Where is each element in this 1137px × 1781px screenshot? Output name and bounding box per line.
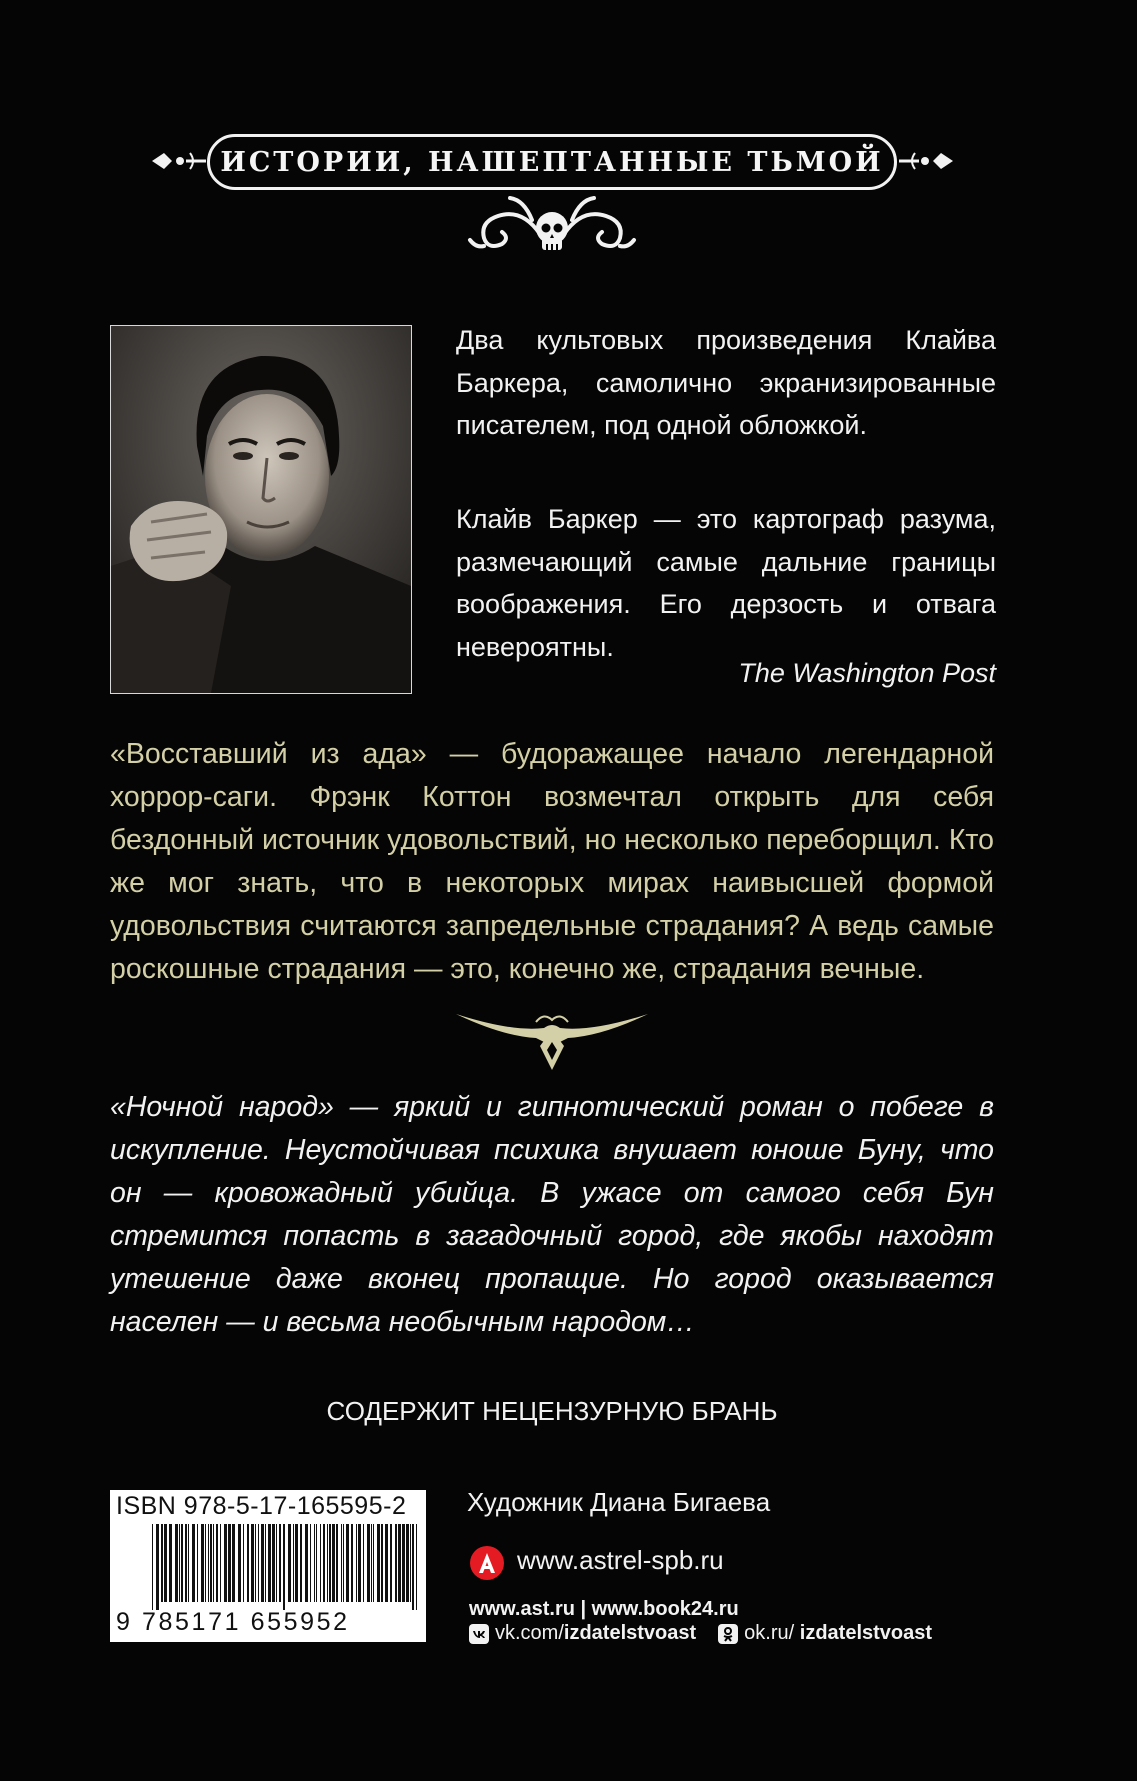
barcode-bar — [201, 1524, 204, 1602]
barcode-bar — [402, 1524, 405, 1602]
barcode-bar — [351, 1524, 353, 1602]
artist-credit: Художник Диана Бигаева — [467, 1487, 771, 1517]
barcode-bar — [341, 1524, 342, 1602]
nightbreed-description: «Ночной народ» — яркий и гипнотический роман о побеге в искупление. Неустойчивая психика внушает юноше Буну, что он — кровожадный убийца. В ужасе от самого себя Бун стремится попасть в загадочный город, где якобы находят утешение даже вконец пропащие. Но город оказывается населен — и весьма необычным народом… — [110, 1091, 994, 1338]
social-links — [469, 1622, 932, 1645]
barcode-bar — [288, 1524, 291, 1602]
barcode-bar — [346, 1524, 349, 1602]
ok-link-prefix: ok.ru/ — [744, 1622, 795, 1644]
intro-paragraph: Два культовых произведения Клайва Баркера, самолично экранизированные писателем, под одной обложкой. — [456, 325, 996, 440]
ast-book24-links[interactable]: www.ast.ru | www.book24.ru — [469, 1598, 739, 1620]
barcode-bar — [210, 1524, 212, 1602]
barcode-bar — [320, 1524, 321, 1602]
barcode-bar — [164, 1524, 167, 1602]
barcode-digits: 9 785171 655952 — [116, 1608, 350, 1636]
barcode-bar — [197, 1524, 198, 1602]
barcode-bar — [276, 1524, 277, 1602]
skull-ornament-icon — [462, 188, 642, 256]
barcode-bar — [373, 1524, 374, 1602]
barcode-bar — [377, 1524, 380, 1602]
barcode-bar — [385, 1524, 388, 1602]
author-portrait-image — [111, 326, 411, 693]
barcode-bar — [261, 1524, 264, 1602]
content-warning-label: СОДЕРЖИТ НЕЦЕНЗУРНУЮ БРАНЬ — [326, 1396, 778, 1426]
barcode-bar — [238, 1524, 241, 1602]
barcode-bar — [161, 1524, 163, 1602]
barcode-bar — [251, 1524, 254, 1602]
ok-icon — [718, 1624, 738, 1644]
vk-link-prefix: vk.com/ — [495, 1622, 564, 1644]
barcode-bar — [356, 1524, 357, 1602]
barcode-bar — [268, 1524, 271, 1602]
barcode-bar — [175, 1524, 178, 1602]
barcode-bar — [293, 1524, 294, 1602]
barcode-bar — [390, 1524, 392, 1602]
barcode-bar — [395, 1524, 397, 1602]
barcode-bar — [205, 1524, 206, 1602]
barcode-bar — [343, 1524, 344, 1602]
barcode-bar — [188, 1524, 189, 1602]
barcode-bar — [192, 1524, 195, 1602]
barcode-bar — [283, 1524, 285, 1610]
barcode-bar — [406, 1524, 409, 1602]
barcode-bar — [228, 1524, 231, 1602]
divider-ornament-icon — [452, 1002, 652, 1072]
barcode-bar — [185, 1524, 187, 1602]
barcode-bar — [179, 1524, 180, 1602]
barcode-bar — [329, 1524, 331, 1602]
barcode-bar — [316, 1524, 317, 1602]
barcode-bar — [224, 1524, 227, 1602]
banner-flourish-left — [150, 145, 208, 177]
barcode-bar — [213, 1524, 214, 1602]
barcode-bar — [300, 1524, 302, 1602]
barcode-bar — [305, 1524, 308, 1602]
barcode-bar — [336, 1524, 338, 1602]
ok-link-name: izdatelstvoast — [799, 1622, 933, 1644]
barcode-bar — [279, 1524, 281, 1602]
barcode-bar — [358, 1524, 361, 1602]
barcode-bar — [258, 1524, 259, 1602]
barcode-bar — [332, 1524, 335, 1602]
barcode-bar — [152, 1524, 153, 1610]
isbn-barcode — [110, 1490, 426, 1642]
barcode-bar — [255, 1524, 256, 1602]
barcode-bar — [363, 1524, 364, 1602]
barcode-bar — [327, 1524, 328, 1602]
astrel-logo-icon — [469, 1545, 505, 1581]
barcode-bar — [371, 1524, 372, 1602]
barcode-bar — [381, 1524, 383, 1602]
barcode-bar — [208, 1524, 209, 1602]
vk-icon — [469, 1624, 489, 1644]
barcode-bar — [410, 1524, 411, 1602]
barcode-bar — [295, 1524, 298, 1602]
barcode-bar — [247, 1524, 249, 1602]
barcode-bar — [412, 1524, 414, 1610]
barcode-bar — [169, 1524, 172, 1602]
review-quote: Клайв Баркер — это картограф разума, размечающий самые дальние границы воображения. Его дерзость и отвага невероятны. — [456, 504, 996, 662]
barcode-bar — [156, 1524, 159, 1610]
barcode-bar — [272, 1524, 275, 1602]
barcode-bar — [323, 1524, 325, 1602]
content-warning — [110, 1396, 994, 1427]
isbn-label: ISBN 978-5-17-165595-2 — [116, 1492, 407, 1520]
barcode-bars — [152, 1524, 422, 1610]
barcode-bar — [416, 1524, 417, 1610]
ok-link[interactable] — [744, 1622, 932, 1645]
barcode-bar — [220, 1524, 221, 1602]
barcode-bar — [232, 1524, 235, 1602]
barcode-bar — [398, 1524, 401, 1602]
hellraiser-description: «Восставший из ада» — будоражащее начало легендарной хоррор-саги. Фрэнк Коттон возмечтал открыть для себя бездонный источник удовольствий, но несколько переборщил. Кто же мог знать, что в некоторых мирах наивысшей формой удовольствия считаются запредельные страдания? А ведь самые роскошные страдания — это, конечно же, страдания вечные. — [110, 738, 994, 985]
vk-link-name: izdatelstvoast — [563, 1622, 697, 1644]
barcode-bar — [216, 1524, 218, 1602]
astrel-url-link[interactable]: www.astrel-spb.ru — [517, 1545, 724, 1575]
banner-flourish-right — [897, 145, 955, 177]
barcode-bar — [310, 1524, 311, 1602]
barcode-bar — [181, 1524, 183, 1602]
barcode-bar — [367, 1524, 370, 1602]
vk-link[interactable] — [495, 1622, 696, 1645]
barcode-bar — [265, 1524, 266, 1602]
author-photo — [110, 325, 412, 694]
series-title-banner: ИСТОРИИ, НАШЕПТАННЫЕ ТЬМОЙ — [207, 134, 897, 190]
barcode-bar — [314, 1524, 315, 1602]
quote-source: The Washington Post — [738, 658, 996, 688]
barcode-bar — [243, 1524, 244, 1602]
